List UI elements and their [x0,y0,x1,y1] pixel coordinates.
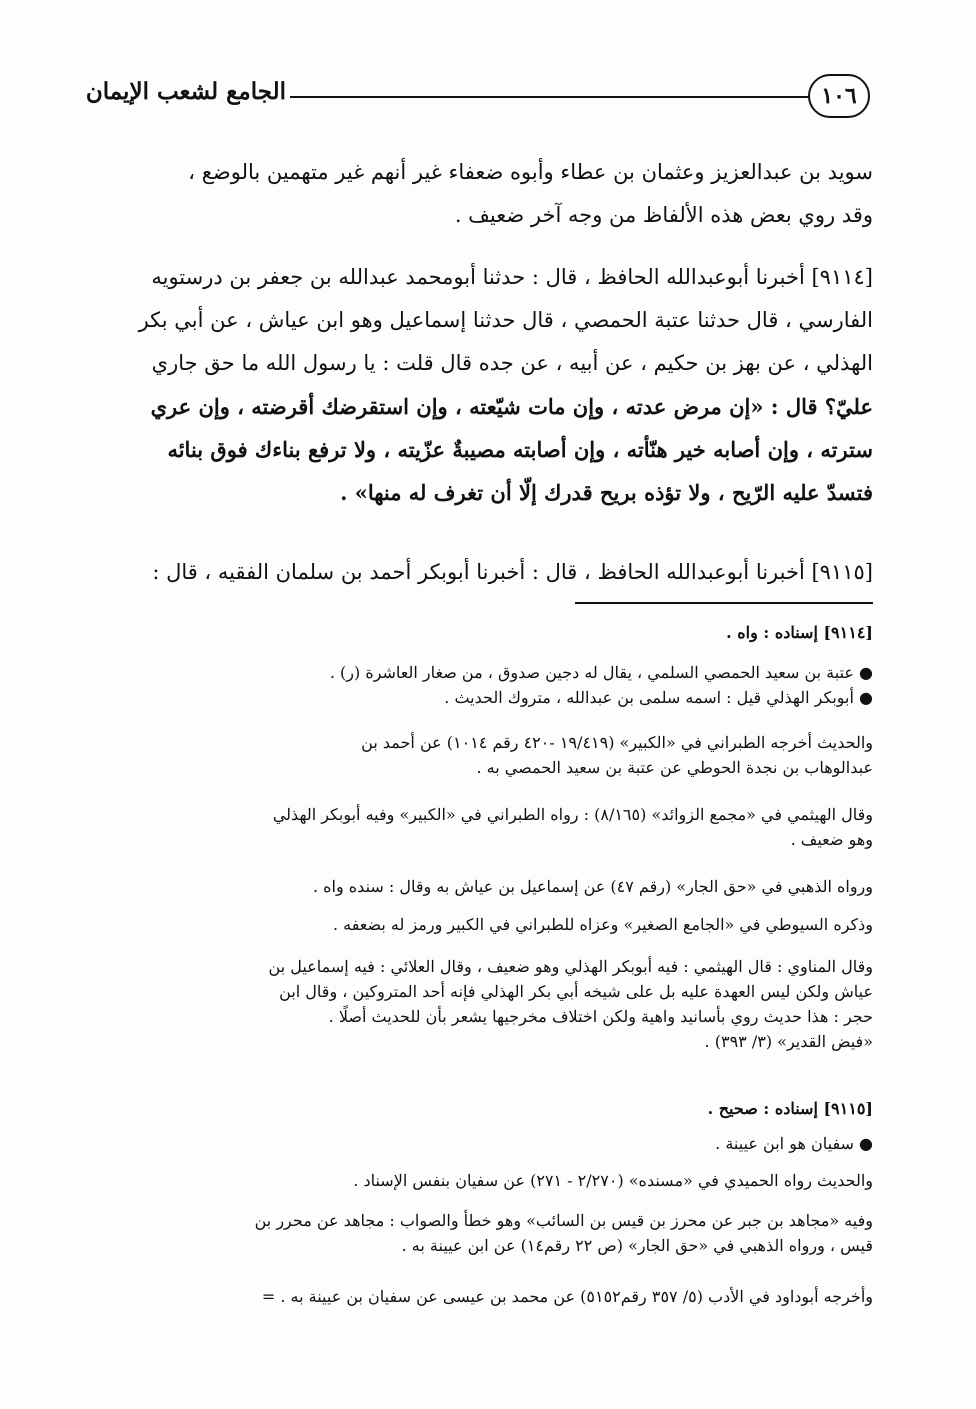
footnote-line: ورواه الذهبي في «حق الجار» (رقم ٤٧) عن إسماعيل بن عياش به وقال : سنده واه . [312,877,873,896]
footnote-9115-body [100,1131,873,1156]
footnote-line: وأخرجه أبوداود في الأدب (٥/ ٣٥٧ رقم٥١٥٢) عن محمد بن عيسى عن سفيان بن عيينة به . = [261,1287,873,1306]
footnote-line: وقال المناوي : قال الهيثمي : فيه أبوبكر الهذلي وهو ضعيف ، وقال العلائي : فيه إسماعيل بن [268,957,873,976]
footnote-line: «فيض القدير» (٣/ ٣٩٣) . [704,1032,873,1051]
hadith-9114 [100,256,873,514]
text-line: [٩١١٤] أخبرنا أبوعبدالله الحافظ ، قال : حدثنا أبومحمد عبدالله بن جعفر بن درستويه [151,265,873,289]
hadith-9115 [100,551,873,594]
hadith-text-line: عليّ؟ قال : «إن مرض عدته ، وإن مات شيّعته ، وإن استقرضك أقرضته ، وإن عري [150,394,873,419]
footnote-line: وهو ضعيف . [790,830,873,849]
page-number: ١٠٦ [808,74,870,118]
footnote-line: والحديث رواه الحميدي في «مسنده» (٢/٢٧٠ - ٢٧١) عن سفيان بنفس الإسناد . [353,1171,873,1190]
footnote-line: قيس ، ورواه الذهبي في «حق الجار» (ص ٢٢ رقم١٤) عن ابن عيينة به . [401,1236,873,1255]
footnote-line: والحديث أخرجه الطبراني في «الكبير» (١٩/٤١٩ -٤٢٠ رقم ١٠١٤) عن أحمد بن [361,733,873,752]
hadith-text-line: سترته ، وإن أصابه خير هنّأته ، وإن أصابته مصيبةٌ عزّيته ، ولا ترفع بناءك فوق بنائه [167,437,873,462]
text-line: الهذلي ، عن بهز بن حكيم ، عن أبيه ، عن جده قال قلت : يا رسول الله ما حق جاري [151,351,873,375]
footnote-heading: [٩١١٤] إسناده : واه . [726,623,873,642]
footnote-line: حجر : هذا حديث روي بأسانيد واهية ولكن اختلاف مخرجيها يشعر بأن للحديث أصلًا . [328,1007,873,1026]
footnote-line: ● أبوبكر الهذلي قيل : اسمه سلمى بن عبدالله ، متروك الحديث . [444,688,873,707]
footnote-9114-body [100,954,873,1054]
text-line: سويد بن عبدالعزيز وعثمان بن عطاء وأبوه ضعفاء غير أنهم غير متهمين بالوضع ، [188,160,873,184]
text-line: وقد روي بعض هذه الألفاظ من وجه آخر ضعيف . [454,203,873,227]
text-line: [٩١١٥] أخبرنا أبوعبدالله الحافظ ، قال : أخبرنا أبوبكر أحمد بن سلمان الفقيه ، قال : [152,560,873,584]
footnote-9114-body [100,912,873,937]
book-title: الجامع لشعب الإيمان [85,78,286,105]
footnote-9115-body [100,1168,873,1193]
footnote-9114 [100,620,873,645]
footnote-9114-body [100,874,873,899]
header-rule [290,96,810,98]
footnote-line: عبدالوهاب بن نجدة الحوطي عن عتبة بن سعيد الحمصي به . [476,758,873,777]
footnote-line: عياش ولكن ليس العهدة عليه بل على شيخه أبي بكر الهذلي فإنه أحد المتروكين ، وقال ابن [279,982,873,1001]
footnote-9115-body [100,1208,873,1258]
footnote-9114-body [100,802,873,852]
footnote-line: وفيه «مجاهد بن جبر عن محرز بن قيس بن السائب» وهو خطأ والصواب : مجاهد عن محرر بن [254,1211,873,1230]
footnote-9115-body [100,1284,873,1309]
text-line: الفارسي ، قال حدثنا عتبة الحمصي ، قال حدثنا إسماعيل وهو ابن عياش ، عن أبي بكر [138,308,873,332]
footnote-9114-body [100,660,873,710]
footnote-9114-body [100,730,873,780]
footnote-line: ● سفيان هو ابن عيينة . [715,1134,873,1153]
footnote-line: وقال الهيثمي في «مجمع الزوائد» (٨/١٦٥) : رواه الطبراني في «الكبير» وفيه أبوبكر الهذلي [272,805,873,824]
main-paragraph-1 [100,151,873,237]
hadith-text-line: فتسدّ عليه الرّيح ، ولا تؤذه بريح قدرك إلّا أن تغرف له منها» . [340,480,873,505]
footnote-heading: [٩١١٥] إسناده : صحيح . [707,1099,873,1118]
footnote-separator [575,602,873,604]
footnote-line: ● عتبة بن سعيد الحمصي السلمي ، يقال له دجين صدوق ، من صغار العاشرة (ر) . [329,663,873,682]
footnote-line: وذكره السيوطي في «الجامع الصغير» وعزاه للطبراني في الكبير ورمز له بضعفه . [332,915,873,934]
footnote-9115 [100,1096,873,1121]
